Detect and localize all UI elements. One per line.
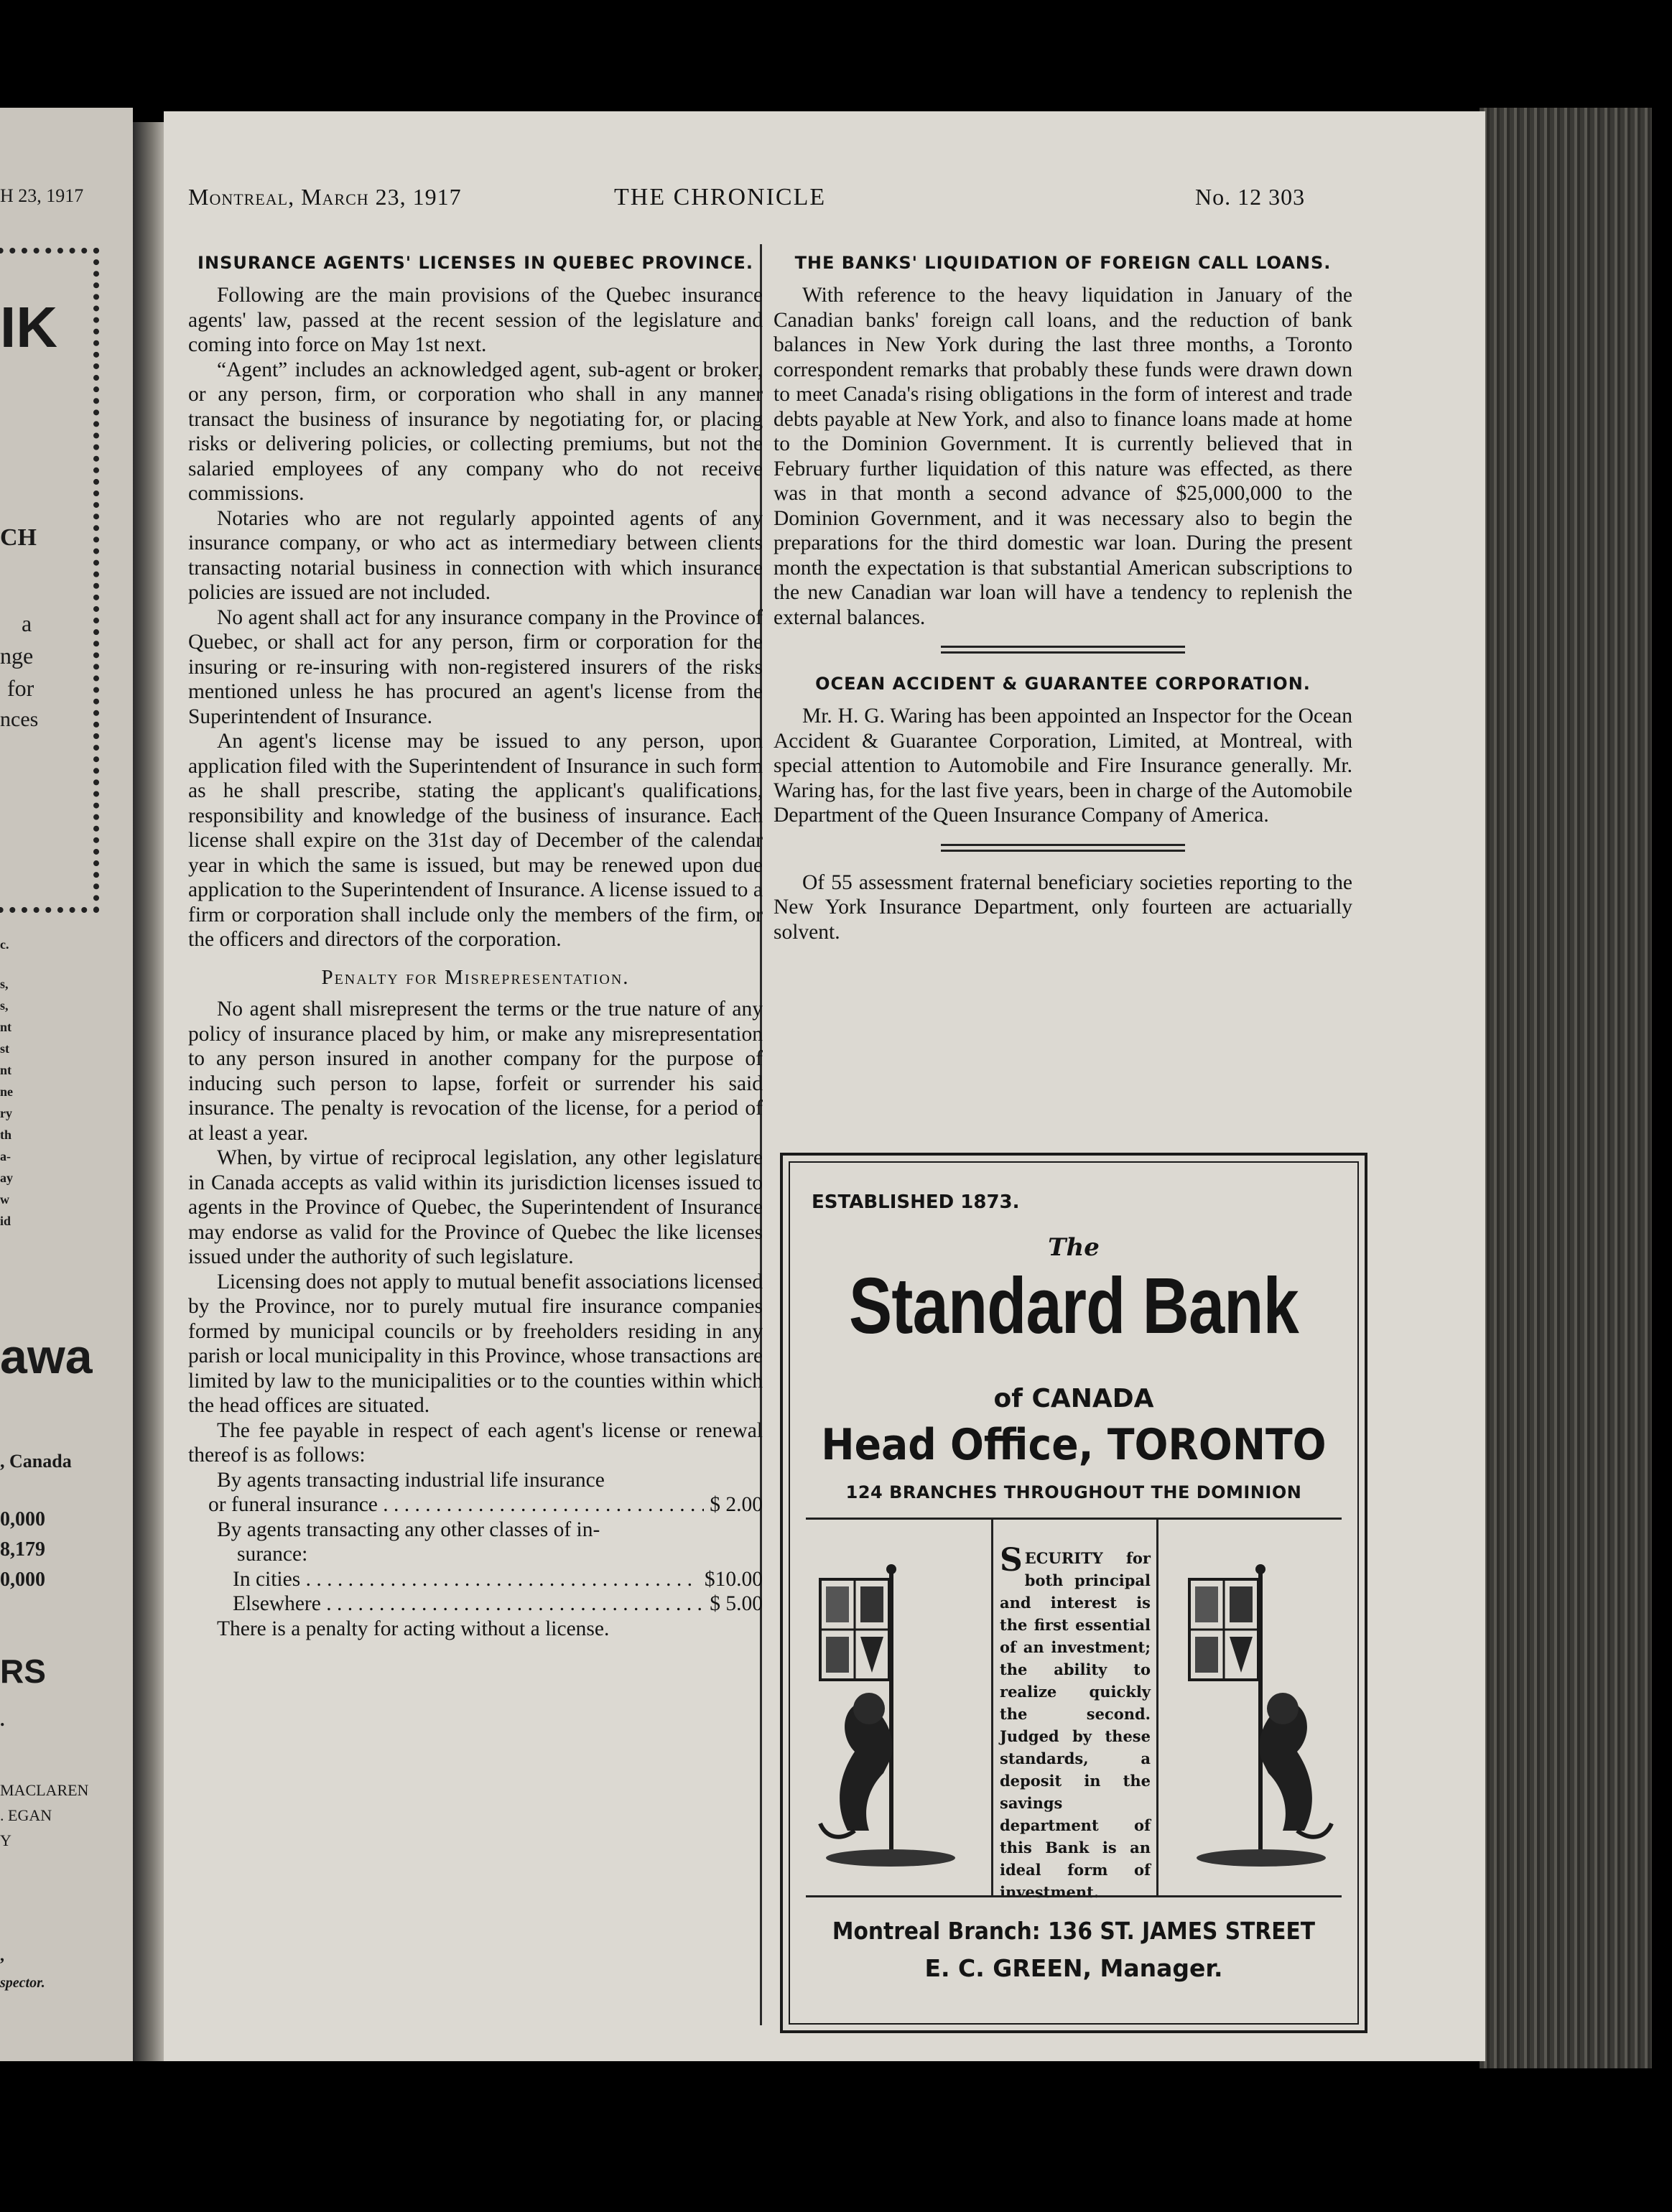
ad-rule bbox=[991, 1518, 993, 1895]
article-title: THE BANKS' LIQUIDATION OF FOREIGN CALL LOANS. bbox=[794, 253, 1332, 273]
standard-bank-advertisement bbox=[780, 1153, 1367, 2033]
ad-rule bbox=[1156, 1518, 1158, 1895]
facing-page-text: CH bbox=[0, 524, 37, 551]
facing-page-text: , bbox=[0, 1946, 4, 1965]
facing-page-text: a bbox=[22, 610, 32, 636]
article-paragraph: The fee payable in respect of each agent's license or renewal thereof is as follows: bbox=[188, 1418, 763, 1467]
masthead-title: THE CHRONICLE bbox=[614, 184, 827, 210]
ad-head-office: Head Office, TORONTO bbox=[821, 1420, 1327, 1470]
facing-page-text: IK bbox=[0, 295, 57, 359]
article-paragraph: Mr. H. G. Waring has been appointed an Inspector for the Ocean Accident & Guarantee Corporation, Limited, at Montreal, with special attention to Automobile and Fire Insurance generally. Mr. Waring has, for the last five years, been in charge of the Automobile Department of the Queen Insurance Company of America. bbox=[774, 705, 1352, 827]
ad-bank-name: Standard Bank bbox=[849, 1262, 1299, 1350]
article-title: INSURANCE AGENTS' LICENSES IN QUEBEC PROVINCE. bbox=[198, 253, 753, 273]
facing-page-text: nge bbox=[0, 643, 34, 669]
ad-the: The bbox=[1048, 1233, 1100, 1262]
issue-and-page-number: No. 12 303 bbox=[1195, 184, 1306, 210]
ad-of-canada: of CANADA bbox=[993, 1384, 1154, 1413]
facing-page-text: nt bbox=[0, 1020, 12, 1034]
facing-page-text: 8,179 bbox=[0, 1538, 45, 1561]
fee-label: or funeral insurance . . . bbox=[208, 1492, 704, 1518]
facing-page-text: MACLAREN bbox=[0, 1781, 89, 1799]
facing-page-text: c. bbox=[0, 937, 9, 952]
ad-branches: 124 BRANCHES THROUGHOUT THE DOMINION bbox=[845, 1482, 1302, 1502]
facing-page-text: spector. bbox=[0, 1975, 45, 1991]
ad-security-body: ECURITY for both principal and interest is the first essential of an investment; the ability to realize quickly the second. Judged by these standards, a deposit in the savings department of this Bank is an ideal form of investment. bbox=[1000, 1549, 1151, 1901]
fee-line: By agents transacting industrial life insurance bbox=[217, 1468, 605, 1492]
article-paragraph: No agent shall misrepresent the terms or the true nature of any policy of insurance placed by him, or make any misrepresentation to any person insured in another company for the purpose of inducing such person to lapse, forfeit or surrender his said insurance. The penalty is revocation of the license, for a period of at least a year. bbox=[188, 998, 763, 1145]
facing-page-text: , Canada bbox=[0, 1451, 72, 1472]
facing-page-text: id bbox=[0, 1214, 11, 1228]
lion-flag-crest-icon bbox=[1182, 1558, 1340, 1874]
fee-label: Elsewhere . . . bbox=[233, 1591, 704, 1617]
drop-cap: S bbox=[1000, 1542, 1023, 1579]
lion-flag-crest-icon bbox=[812, 1558, 970, 1874]
facing-page-text: a- bbox=[0, 1149, 11, 1163]
ad-rule bbox=[806, 1895, 1342, 1897]
facing-page-fragment bbox=[0, 108, 133, 2061]
ad-established: ESTABLISHED 1873. bbox=[812, 1191, 1020, 1213]
facing-page-text: s, bbox=[0, 977, 9, 991]
left-column bbox=[188, 251, 763, 1641]
ad-rule bbox=[806, 1518, 1342, 1520]
article-paragraph: Of 55 assessment fraternal beneficiary societies reporting to the New York Insurance Department, only fourteen are actuarially solvent. bbox=[774, 870, 1352, 944]
fee-amount: $ 2.00 bbox=[710, 1493, 763, 1516]
facing-page-text: 0,000 bbox=[0, 1569, 45, 1591]
page-edges bbox=[1480, 108, 1652, 2068]
facing-page-text: for bbox=[7, 675, 34, 701]
ad-security-text bbox=[1000, 1542, 1151, 1903]
article-paragraph: Licensing does not apply to mutual benefit associations licensed by the Province, nor to purely mutual fire insurance companies formed by municipal councils or by freeholders residing in any parish or local municipality in this Province, whose transactions are limited by law to the municipalities or to the counties within which the head offices are situated. bbox=[188, 1270, 763, 1417]
facing-page-text: Y bbox=[0, 1831, 11, 1849]
fee-amount: $ 5.00 bbox=[710, 1592, 763, 1615]
article-paragraph: There is a penalty for acting without a license. bbox=[217, 1617, 610, 1640]
facing-page-text: ry bbox=[0, 1106, 12, 1120]
right-column bbox=[774, 251, 1352, 944]
section-divider bbox=[941, 844, 1185, 852]
article-paragraph: With reference to the heavy liquidation in January of the Canadian banks' foreign call loans, and the reduction of bank balances in New York during the last three months, a Toronto correspondent remarks that probably these funds were drawn down to meet Canada's rising obligations in the form of interest and trade debts payable at New York, and also to finance loans made at home to the Dominion Government. It is currently believed that in February further liquidation of this nature was effected, as there was in that month a second advance of $25,000,000 to the Dominion Government, and it was necessary also to begin the preparations for the third domestic war loan. During the present month the expectation is that substantial American subscriptions to the new Canadian war loan will have a tendency to replenish the external balances. bbox=[774, 284, 1352, 629]
article-paragraph: When, by virtue of reciprocal legislation, any other legislature in Canada accepts as valid within its jurisdiction licenses issued to agents in the Province of Quebec, the Superintendent of Insurance may endorse as valid for the Province of Quebec the like licenses issued under the authority of such legislature. bbox=[188, 1146, 763, 1268]
article-paragraph: No agent shall act for any insurance company in the Province of Quebec, or shall act for any person, firm or corporation for the insuring or re-insuring with non-registered insurers of the risks mentioned unless he has procured an agent's license from the Superintendent of Insurance. bbox=[188, 605, 763, 728]
facing-page-text: . EGAN bbox=[0, 1806, 52, 1824]
facing-page-text: RS bbox=[0, 1653, 46, 1690]
fee-schedule bbox=[188, 1468, 763, 1617]
ad-manager: E. C. GREEN, Manager. bbox=[924, 1954, 1223, 1982]
fee-label: In cities . . . bbox=[233, 1567, 699, 1592]
section-subheading: Penalty for Misrepresentation. bbox=[321, 965, 630, 989]
fee-row bbox=[188, 1492, 763, 1518]
article-paragraph: “Agent” includes an acknowledged agent, sub-agent or broker, or any person, firm, or corporation who shall in any manner transact the business of insurance by negotiating for, or placing risks or delivering policies, or collecting premiums, but not the salaried employees of any company who do not receive commissions. bbox=[188, 358, 763, 505]
facing-page-text: w bbox=[0, 1192, 9, 1207]
facing-page-text: . bbox=[0, 1709, 5, 1730]
facing-page-text: ne bbox=[0, 1084, 13, 1099]
ad-montreal-branch: Montreal Branch: 136 ST. JAMES STREET bbox=[832, 1917, 1316, 1945]
section-divider bbox=[941, 646, 1185, 654]
facing-page-text: nt bbox=[0, 1063, 12, 1077]
article-paragraph: Notaries who are not regularly appointed agents of any insurance company, or who act as intermediary between clients transacting notarial business in connection with which insurance policies are issued are not included. bbox=[188, 506, 763, 604]
facing-page-text: th bbox=[0, 1128, 12, 1142]
facing-page-text: s, bbox=[0, 998, 9, 1013]
article-paragraph: An agent's license may be issued to any person, upon application filed with the Superintendent of Insurance in such form as he shall prescribe, stating the applicant's qualifications, responsibility and knowledge of the business of insurance. Each license shall expire on the 31st day of December of the calendar year in which the same is issued, but may be renewed upon due application to the Superintendent of Insurance. A license issued to a firm or corporation shall include only the members of the firm, or the officers and directors of the corporation. bbox=[188, 730, 763, 951]
header-dateline: Montreal, March 23, 1917 bbox=[188, 184, 462, 210]
fee-amount: $10.00 bbox=[704, 1567, 763, 1591]
article-title: OCEAN ACCIDENT & GUARANTEE CORPORATION. bbox=[815, 674, 1311, 694]
facing-page-text: st bbox=[0, 1041, 9, 1056]
fee-line: By agents transacting any other classes of in- bbox=[217, 1518, 600, 1541]
fee-row bbox=[188, 1567, 763, 1592]
facing-page-text: 0,000 bbox=[0, 1508, 45, 1530]
article-paragraph: Following are the main provisions of the Quebec insurance agents' law, passed at the recent session of the legislature and coming into force on May 1st next. bbox=[188, 284, 763, 356]
fee-line: surance: bbox=[237, 1543, 308, 1566]
facing-page-text: awa bbox=[0, 1329, 93, 1384]
facing-page-text: ay bbox=[0, 1171, 13, 1185]
facing-page-date: H 23, 1917 bbox=[0, 185, 84, 206]
fee-row bbox=[188, 1591, 763, 1617]
facing-page-text: nces bbox=[0, 707, 39, 731]
book-gutter bbox=[133, 122, 165, 2061]
